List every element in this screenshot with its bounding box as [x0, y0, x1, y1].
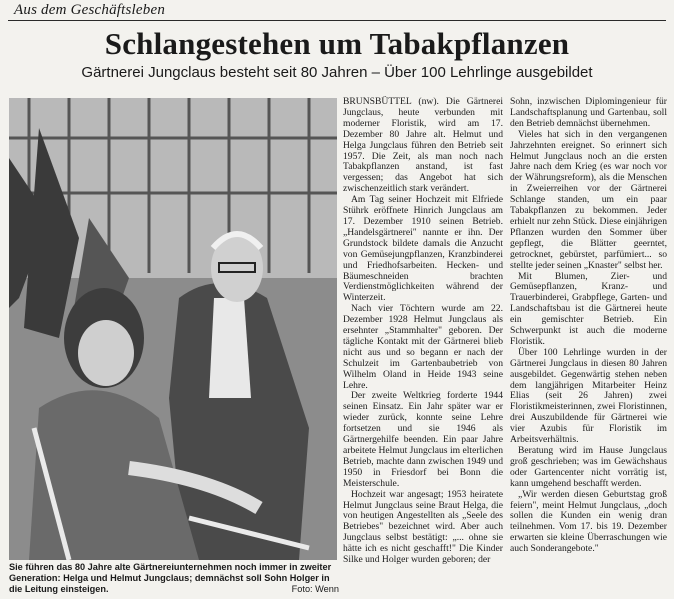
header-rule [8, 20, 666, 21]
paragraph: Am Tag seiner Hochzeit mit Elfriede Stührk eröffnete Hinrich Jungclaus am 17. Dezember 1910 seinen Betrieb. „Handelsgärtnerei" nannte er ihn. Der Grundstock bildete damals die Anzucht von Gemüsejungpflanzen, Kranzbinderei und Friedhofsarbeiten. Hecken- und Bäumeschneiden brachten Verdienstmöglichkeiten während der Winterzeit. [343, 194, 503, 304]
paragraph: „Wir werden diesen Geburtstag groß feiern", meint Helmut Jungclaus, „doch sollen die Kunden ein wenig dran teilnehmen. Vom 17. bis 19. Dezember erwarten sie kleine Überraschungen wie auch Sonderangebote." [510, 488, 667, 555]
paragraph: Sohn, inzwischen Diplomingenieur für Landschaftsplanung und Gartenbau, soll den Betrieb demnächst übernehmen. [510, 96, 667, 129]
photo-of-helga-and-helmut-jungclaus [9, 98, 337, 560]
paragraph: Nach vier Töchtern wurde am 22. Dezember 1928 Helmut Jungclaus als ersehnter „Stammhalter" geboren. Der tägliche Kontakt mit der Gärtnerei blieb nicht aus und so begann er nach der Schulzeit im Gartenbaubetrieb von Wilhelm Oland in Heide 1943 seine Lehre. [343, 303, 503, 391]
article-column-1 [343, 97, 503, 566]
paragraph: BRUNSBÜTTEL (nw). Die Gärtnerei Jungclaus, heute verbunden mit moderner Floristik, wird am 17. Dezember 80 Jahre alt. Helmut und Helga Jungclaus führen den Betrieb seit 1957. Die Zeit, als man noch nach Tabakpflanzen anstand, ist fast vergessen; das Angebot hat sich zwischenzeitlich stark verändert. [343, 96, 503, 195]
paragraph: Vieles hat sich in den vergangenen Jahrzehnten ereignet. So erinnert sich Helmut Jungclaus noch an die ersten Jahre nach dem Krieg (es war noch vor der Währungsreform), als die Menschen in Zweierreihen vor der Gärtnerei Schlange standen, um ein paar Tabakpflanzen zu bekommen. Jeder erhielt nur zehn Stück. Diese einjährigen Pflanzen wurden den Sommer über gepflegt, die Blätter geerntet, getrocknet, gebürstet, parfümiert... so stellte jeder seinen „Knaster" selbst her. [510, 128, 667, 271]
paragraph: Hochzeit war angesagt; 1953 heiratete Helmut Jungclaus seine Braut Helga, die von heutigen Angestellten als „Seele des Betriebes" bezeichnet wird. Aber auch Jungclaus selbst bestätigt: „... ohne sie hätte ich es nicht geschafft!" Die Kinder Silke und Holger wurden geboren; der [343, 488, 503, 566]
photo-credit: Foto: Wenn [291, 584, 339, 594]
paragraph: Der zweite Weltkrieg forderte 1944 seinen Einsatz. Ein Jahr später war er wieder zurück, konnte seine Lehre fortsetzen und sie 1946 als Gärtnergehilfe beenden. Ein paar Jahre arbeitete Helmut Jungclaus im elterlichen Betrieb, machte dann zwischen 1949 und 1950 in Friesdorf bei Bonn die Meisterschule. [343, 390, 503, 489]
article-column-2 [510, 97, 667, 555]
headline: Schlangestehen um Tabakpflanzen [104, 26, 570, 61]
paragraph: Beratung wird im Hause Jungclaus groß geschrieben; was im Gewächshaus oder Gartencenter nicht vorrätig ist, kann umgehend beschafft werden. [510, 445, 667, 489]
section-label: Aus dem Geschäftsleben [14, 2, 166, 18]
paragraph: Über 100 Lehrlinge wurden in der Gärtnerei Jungclaus in diesen 80 Jahren ausgebildet. Gegenwärtig stehen neben dem langjährigen Mitarbeiter Heinz Elias (seit 26 Jahren) zwei Floristikmeisterinnen, zwei Floristinnen, drei Auszubildende für Gärtnerei wie vier Azubis für Floristik im Arbeitsverhältnis. [510, 346, 667, 446]
photo-caption [9, 562, 339, 595]
paragraph: Mit Blumen, Zier- und Gemüsepflanzen, Kranz- und Trauerbinderei, Grabpflege, Garten- und Landschaftsbau ist die Gärtnerei heute ein gemischter Betrieb. Ein Schwerpunkt ist auch die moderne Floristik. [510, 270, 667, 347]
subheadline: Gärtnerei Jungclaus besteht seit 80 Jahren – Über 100 Lehrlinge ausgebildet [81, 64, 593, 81]
caption-text: Sie führen das 80 Jahre alte Gärtnereiunternehmen noch immer in zweiter Generation: Helga und Helmut Jungclaus; demnächst soll Sohn Holger in die Leitung einsteigen. [9, 562, 332, 594]
